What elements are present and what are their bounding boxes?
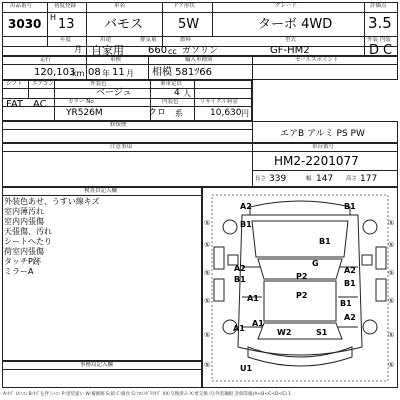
month-suffix: 月 [74, 45, 82, 54]
damage-mark: P2 [296, 291, 308, 300]
lot-no: 3030 [8, 17, 42, 31]
damage-mark: B1 [340, 299, 352, 308]
int-color-label: 内装色 [162, 99, 179, 105]
svg-text:⑤: ⑤ [204, 269, 211, 277]
interior-grade: C [383, 43, 393, 58]
remark-2: 室内薄汚れ [4, 207, 44, 216]
mileage: 120,103 [34, 67, 76, 78]
mileage-label: 走行 [40, 57, 52, 63]
height-value: 177 [360, 174, 378, 184]
inspection-month-unit: 月 [126, 69, 134, 78]
svg-text:⑤: ⑤ [204, 361, 211, 369]
footer-legend: A:ｷｽﾞ U:ﾍｺﾐ B:ｷｽﾞを伴うﾍｺﾐ P:塗装違い W:補修跡 S:錆 C:腐食 G:ﾌﾛﾝﾄｶﾞﾗｽｷｽﾞ XX:交換済み X:要交換 円:外装鋼板 評価等級(A<B<C<D<E) 1 [3, 392, 292, 397]
damage-mark: B1 [240, 220, 252, 229]
frame-no-label: 車台番号 [312, 144, 335, 150]
damage-mark: P2 [296, 272, 308, 281]
svg-text:⑤: ⑤ [204, 219, 211, 227]
damage-mark: A1 [247, 294, 259, 303]
damage-mark: W2 [277, 328, 292, 337]
inspector-label: 検査員記入欄 [84, 188, 118, 194]
damage-mark: A2 [344, 266, 356, 275]
svg-text:⑤: ⑤ [388, 361, 395, 369]
sales-point-label: セールスポイント [295, 57, 339, 63]
int-color: クロ [148, 108, 167, 118]
ext-color: ベージュ [96, 88, 132, 98]
inspection-month: 11 [112, 67, 125, 78]
notes-label: 注意事項 [110, 144, 133, 150]
import-type: 相模 581ﾂ66 [152, 67, 212, 78]
ext-int-label: 外装 内装 [367, 37, 391, 43]
exterior-grade: D [369, 43, 380, 58]
svg-text:⑤: ⑤ [388, 241, 395, 249]
fuel-label: 燃料 [180, 37, 192, 43]
damage-mark: B1 [344, 279, 356, 288]
cc: 660 [148, 45, 168, 56]
fuel: ガソリン [182, 46, 219, 56]
capacity: 4 [174, 88, 180, 98]
score: 3.5 [368, 14, 392, 32]
recycle: 10,630 [210, 108, 242, 118]
damage-mark: A2 [240, 202, 252, 211]
remark-8: ミラーA [4, 267, 34, 276]
cc-label: 排気量 [140, 37, 157, 43]
svg-text:⑤: ⑤ [204, 331, 211, 339]
remark-1: 外装色あせ、うすい線キズ [4, 197, 100, 206]
recycle-unit: 円 [241, 109, 249, 118]
model-name-label: 車名 [114, 3, 126, 9]
remark-5: シートへたり [4, 237, 52, 246]
shift-label: シフト [6, 81, 23, 87]
lot-no-label: 出品番号 [10, 3, 33, 9]
capacity-label: 乗車定員 [160, 81, 183, 87]
grade-label: グレード [275, 3, 298, 9]
ac-label: エアコン [32, 81, 54, 87]
year-label: 年度 [60, 37, 72, 43]
cc-unit: cc [168, 47, 177, 56]
first-reg-label: 初度登録 [54, 3, 77, 9]
svg-text:⑤: ⑤ [388, 219, 395, 227]
damage-mark: A2 [344, 313, 356, 322]
shift: FAT [6, 99, 24, 110]
repair-label: 修復歴 [110, 122, 127, 128]
remark-4: 天張傷、汚れ [4, 227, 52, 236]
remark-7: タッチP跡 [4, 257, 41, 266]
svg-text:⑤: ⑤ [388, 269, 395, 277]
remark-3: 室内内張傷 [4, 217, 44, 226]
length-value: 339 [269, 174, 287, 184]
color-no-label: カラー No [68, 99, 94, 105]
chassis-label: 型式 [285, 37, 297, 43]
svg-text:⑤: ⑤ [204, 241, 211, 249]
car-diagram [202, 187, 398, 388]
mileage-unit: km [72, 69, 85, 78]
chassis: GF-HM2 [270, 45, 310, 56]
frame-no: HM2-2201077 [274, 154, 359, 168]
damage-mark: B1 [234, 275, 246, 284]
damage-mark: A1 [252, 319, 264, 328]
damage-mark: A1 [233, 324, 245, 333]
capacity-unit: 人 [183, 89, 191, 98]
damage-mark: A2 [234, 264, 246, 273]
first-reg-year: 13 [58, 17, 75, 32]
door-type: 5W [178, 17, 200, 32]
damage-mark: S1 [316, 328, 328, 337]
inspection-year-unit: 年 [102, 69, 110, 78]
remark-6: 荷室内張傷 [4, 247, 44, 256]
height-label: 高さ [346, 176, 358, 182]
length-label: 長さ [255, 176, 267, 182]
model-name: バモス [104, 17, 144, 32]
footer-ref-label: 事務局記入欄 [80, 362, 114, 368]
era: H [50, 13, 57, 22]
doors-label: ドア形状 [173, 3, 195, 9]
int-color-suffix: 系 [175, 109, 183, 118]
svg-text:⑤: ⑤ [388, 331, 395, 339]
damage-mark: B1 [319, 237, 331, 246]
ac: AC [33, 99, 47, 110]
import-type-label: 輸入車種別 [185, 57, 213, 63]
damage-mark: G [312, 259, 319, 268]
damage-mark: B1 [344, 202, 356, 211]
score-label: 評価点 [370, 3, 387, 9]
grade: ターボ 4WD [258, 17, 333, 32]
color-no: YR526M [66, 108, 103, 118]
svg-text:⑤: ⑤ [204, 297, 211, 305]
width-label: 幅 [306, 176, 312, 182]
svg-text:⑤: ⑤ [388, 297, 395, 305]
ext-color-label: 外装色 [90, 81, 107, 87]
width-value: 147 [316, 174, 334, 184]
usage: 自家用 [91, 44, 124, 57]
inspection-year: 08 [88, 67, 101, 78]
equipment: エアB アルミ PS PW [280, 129, 365, 139]
damage-mark: U1 [240, 364, 253, 373]
inspection-label: 車検 [110, 57, 122, 63]
recycle-label: リサイクル料金 [200, 99, 238, 105]
usage-label: 用途 [100, 37, 112, 43]
